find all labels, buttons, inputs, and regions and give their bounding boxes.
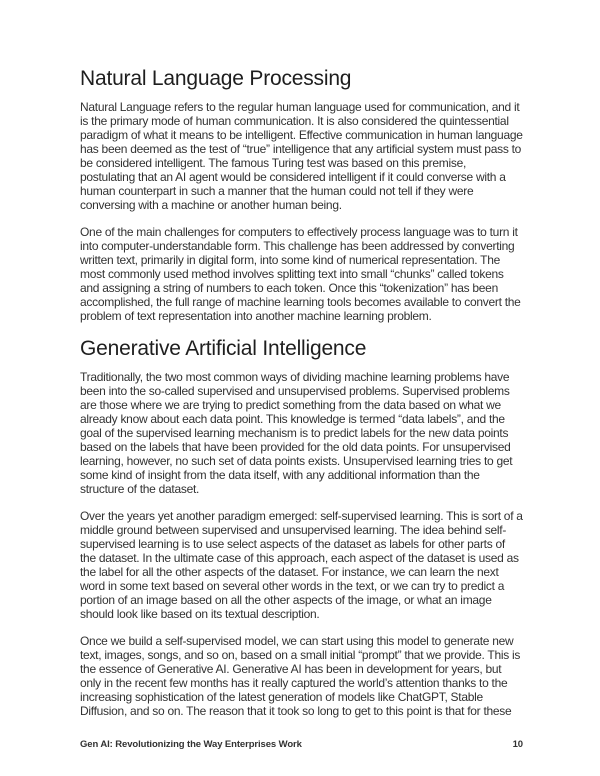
paragraph: Once we build a self-supervised model, we can start using this model to generate new text, images, songs, and so on, based on a small initial “prompt” that we provide. This is the essence of Generative AI. Generative AI has been in development for years, but only in the recent few months has it really captured the world’s attention thanks to the increasing sophistication of the latest generation of models like ChatGPT, Stable Diffusion, and so on. The reason that it took so long to get to this point is that for these	[80, 634, 521, 718]
paragraph: Natural Language refers to the regular human language used for communication, and it is the primary mode of human communication. It is also considered the quintessential paradigm of what it means to be intelligent. Effective communication in human language has been deemed as the test of “true” intelligence that any artificial system must pass to be considered intelligent. The famous Turing test was based on this premise, postulating that an AI agent would be considered intelligent if it could converse with a human counterpart in such a manner that the human could not tell if they were conversing with a machine or another human being.	[80, 100, 523, 212]
paragraph: Traditionally, the two most common ways of dividing machine learning problems have been into the so-called supervised and unsupervised problems. Supervised problems are those where we are trying to predict something from the data based on what we already know about each data point. This knowledge is termed “data labels”, and the goal of the supervised learning mechanism is to predict labels for the new data points based on the labels that have been provided for the old data points. For unsupervised learning, however, no such set of data points exists. Unsupervised learning tries to get some kind of insight from the data itself, with any additional information than the structure of the dataset.	[80, 370, 513, 496]
section-heading-generative-ai: Generative Artificial Intelligence	[80, 337, 367, 360]
footer-page-number: 10	[512, 739, 523, 750]
footer-document-title: Gen AI: Revolutionizing the Way Enterprises Work	[80, 739, 302, 750]
paragraph: Over the years yet another paradigm emerged: self-supervised learning. This is sort of a middle ground between supervised and unsupervised learning. The idea behind self-supervised learning is to use select aspects of the dataset as labels for other parts of the dataset. In the ultimate case of this approach, each aspect of the dataset is used as the label for all the other aspects of the dataset. For instance, we can learn the next word in some text based on several other words in the text, or we can try to predict a portion of an image based on all the other aspects of the image, or what an image should look like based on its textual description.	[80, 509, 523, 621]
page-content	[80, 0, 523, 731]
page-footer	[80, 739, 523, 750]
section-generative-ai	[80, 336, 523, 718]
section-heading-nlp: Natural Language Processing	[80, 67, 352, 90]
paragraph: One of the main challenges for computers to effectively process language was to turn it into computer-understandable form. This challenge has been addressed by converting written text, primarily in digital form, into some kind of numerical representation. The most commonly used method involves splitting text into small “chunks” called tokens and assigning a string of numbers to each token. Once this “tokenization” has been accomplished, the full range of machine learning tools becomes available to convert the problem of text representation into another machine learning problem.	[80, 225, 521, 323]
section-natural-language-processing	[80, 66, 523, 323]
